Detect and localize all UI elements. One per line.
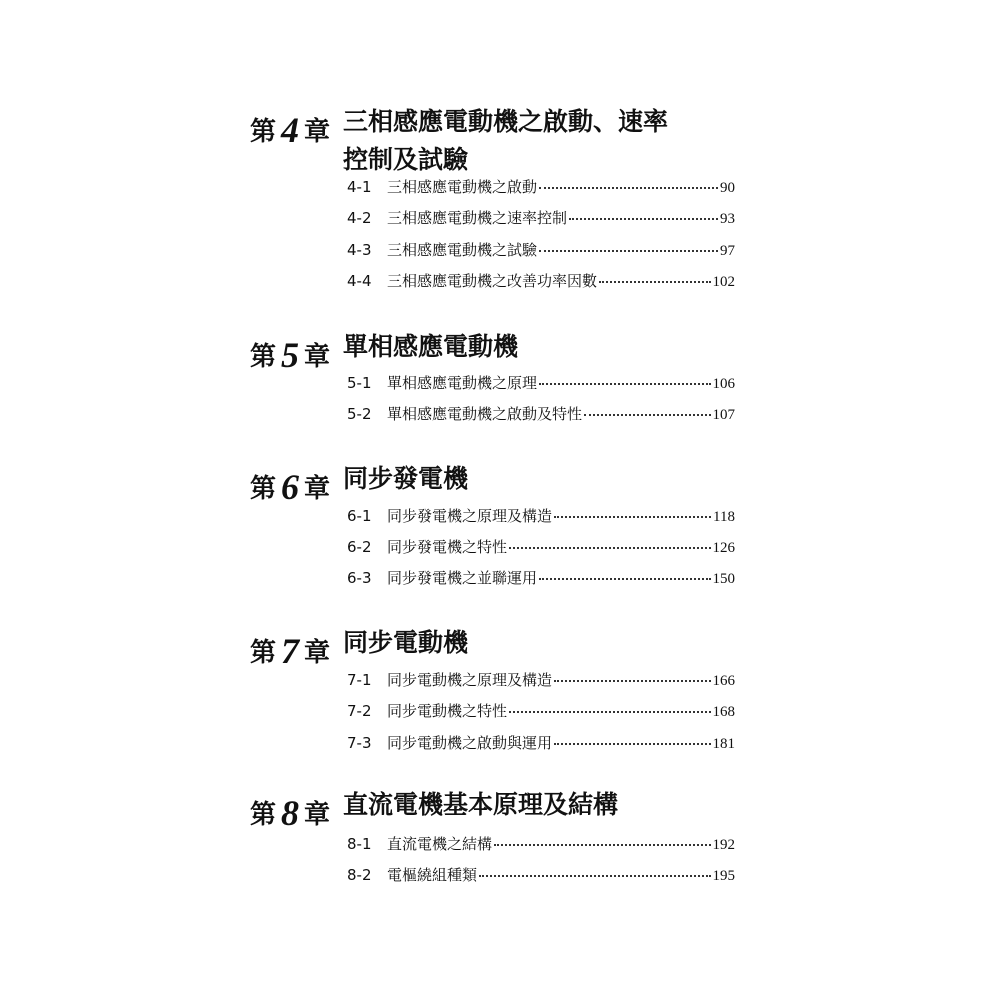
entry-number: 4-4 [347, 272, 372, 290]
chapter-prefix: 第 [250, 342, 277, 372]
entry-title: 單相感應電動機之啟動及特性 [387, 405, 583, 423]
dot-leader [599, 269, 710, 283]
entry-page: 150 [712, 571, 735, 587]
entry-title: 同步發電機之並聯運用 [387, 569, 538, 587]
entry-page: 168 [712, 704, 735, 720]
dot-leader [509, 699, 710, 713]
chapter-prefix: 第 [250, 800, 277, 830]
toc-entry[interactable] [347, 207, 735, 229]
entry-title: 三相感應電動機之試驗 [387, 241, 538, 259]
entry-page: 195 [712, 868, 735, 884]
entry-page: 93 [720, 211, 735, 227]
entry-number: 4-1 [347, 178, 372, 196]
toc-entry[interactable] [347, 567, 735, 589]
toc-entry[interactable] [347, 239, 735, 261]
entry-number: 5-2 [347, 405, 372, 423]
chapter-label [250, 332, 330, 374]
entry-number: 4-3 [347, 241, 372, 259]
entry-title: 三相感應電動機之改善功率因數 [387, 272, 598, 290]
entry-number: 4-2 [347, 209, 372, 227]
entry-page: 102 [712, 274, 735, 290]
dot-leader [554, 731, 710, 745]
entry-page: 181 [712, 736, 735, 752]
chapter-prefix: 第 [250, 117, 277, 147]
toc-entry[interactable] [347, 536, 735, 558]
entry-title: 三相感應電動機之啟動 [387, 178, 538, 196]
entry-number: 5-1 [347, 374, 372, 392]
dot-leader [539, 175, 718, 189]
chapter-suffix: 章 [304, 474, 331, 504]
entry-number: 8-2 [347, 866, 372, 884]
chapter-suffix: 章 [304, 117, 331, 147]
toc-entry[interactable] [347, 700, 735, 722]
dot-leader [569, 206, 718, 220]
toc-entry[interactable] [347, 833, 735, 855]
toc-entry[interactable] [347, 732, 735, 754]
entry-number: 6-3 [347, 569, 372, 587]
entry-number: 7-3 [347, 734, 372, 752]
chapter-number: 5 [281, 335, 300, 375]
entry-title: 單相感應電動機之原理 [387, 374, 538, 392]
chapter-number: 7 [281, 631, 300, 671]
entry-title: 同步發電機之特性 [387, 538, 508, 556]
entry-title: 電樞繞組種類 [387, 866, 478, 884]
entry-page: 90 [720, 180, 735, 196]
dot-leader [479, 863, 710, 877]
entry-number: 8-1 [347, 835, 372, 853]
chapter-title: 單相感應電動機 [343, 332, 519, 361]
entry-page: 118 [713, 509, 735, 525]
entry-page: 166 [712, 673, 735, 689]
chapter-number: 4 [281, 110, 300, 150]
chapter-title: 同步電動機 [343, 628, 469, 657]
entry-number: 6-1 [347, 507, 372, 525]
chapter-title: 同步發電機 [343, 464, 469, 493]
entry-number: 6-2 [347, 538, 372, 556]
entry-title: 三相感應電動機之速率控制 [387, 209, 568, 227]
dot-leader [584, 402, 710, 416]
chapter-prefix: 第 [250, 638, 277, 668]
chapter-label [250, 464, 330, 506]
toc-entry[interactable] [347, 372, 735, 394]
chapter-title: 直流電機基本原理及結構 [343, 790, 619, 819]
dot-leader [539, 566, 710, 580]
chapter-label [250, 790, 330, 832]
dot-leader [539, 371, 710, 385]
entry-page: 126 [712, 540, 735, 556]
entry-title: 直流電機之結構 [387, 835, 493, 853]
entry-page: 97 [720, 243, 735, 259]
entry-page: 192 [712, 837, 735, 853]
dot-leader [554, 668, 710, 682]
dot-leader [494, 832, 710, 846]
entry-title: 同步電動機之啟動與運用 [387, 734, 553, 752]
toc-entry[interactable] [347, 176, 735, 198]
entry-page: 106 [712, 376, 735, 392]
chapter-label [250, 628, 330, 670]
entry-number: 7-1 [347, 671, 372, 689]
dot-leader [509, 535, 710, 549]
toc-entry[interactable] [347, 505, 735, 527]
entry-title: 同步電動機之原理及構造 [387, 671, 553, 689]
dot-leader [554, 504, 711, 518]
chapter-suffix: 章 [304, 800, 331, 830]
entry-title: 同步發電機之原理及構造 [387, 507, 553, 525]
chapter-prefix: 第 [250, 474, 277, 504]
chapter-suffix: 章 [304, 342, 331, 372]
toc-entry[interactable] [347, 270, 735, 292]
chapter-title: 三相感應電動機之啟動、速率控制及試驗 [343, 107, 669, 174]
toc-entry[interactable] [347, 403, 735, 425]
dot-leader [539, 238, 718, 252]
entry-page: 107 [712, 407, 735, 423]
toc-entry[interactable] [347, 669, 735, 691]
toc-entry[interactable] [347, 864, 735, 886]
chapter-suffix: 章 [304, 638, 331, 668]
entry-title: 同步電動機之特性 [387, 702, 508, 720]
chapter-number: 8 [281, 793, 300, 833]
chapter-label [250, 107, 330, 149]
chapter-number: 6 [281, 467, 300, 507]
entry-number: 7-2 [347, 702, 372, 720]
